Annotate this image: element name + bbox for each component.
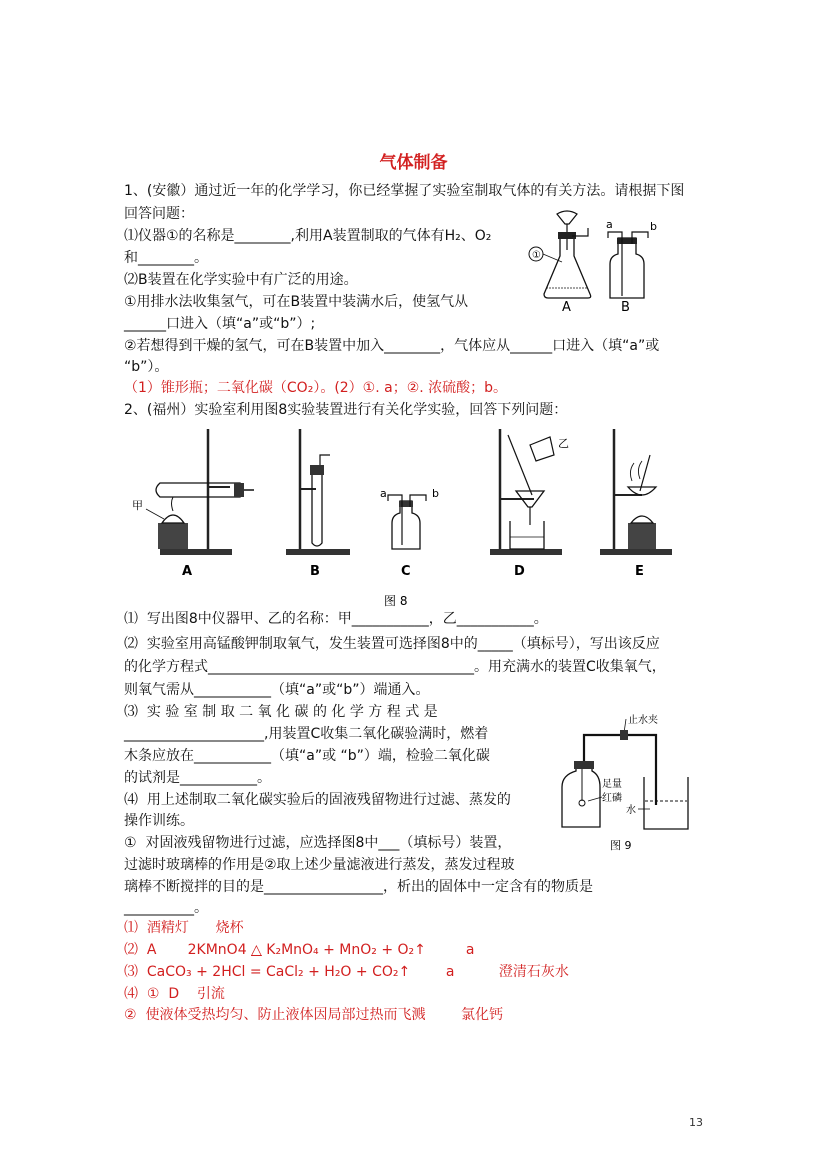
- fig8-label-jia: 甲: [132, 499, 143, 512]
- q2-answer-2-post: K₂MnO₄ + MnO₂ + O₂↑ a: [261, 942, 475, 958]
- figure-9: [548, 705, 698, 855]
- q1-fig-label-a: a: [606, 218, 613, 231]
- q2-p3d: 的试剂是___________。: [124, 770, 271, 786]
- q2-answer-1: ⑴ 酒精灯 烧杯: [124, 920, 244, 936]
- heat-triangle-icon: △: [251, 942, 262, 958]
- q1-line-7: ______口进入（填“a”或“b”）;: [124, 316, 316, 332]
- q1-fig-label-A: A: [562, 300, 571, 315]
- figure-8: [130, 425, 690, 615]
- q1-fig-label-1: ①: [532, 250, 541, 261]
- fig8-label-b: b: [432, 487, 439, 500]
- q1-line-3: ⑴仪器①的名称是________,利用A装置制取的气体有H₂、O₂: [124, 228, 492, 244]
- fig8-label-a: a: [380, 487, 387, 500]
- q2-p1: ⑴ 写出图8中仪器甲、乙的名称：甲___________，乙___________。: [124, 611, 548, 627]
- fig8-label-C: C: [401, 564, 411, 579]
- q2-answer-4: ⑷ ① D 引流: [124, 986, 225, 1002]
- fig9-label-phos1: 足量: [602, 779, 622, 790]
- page-number: 13: [689, 1116, 703, 1129]
- fig8-label-D: D: [514, 564, 525, 579]
- q2-p2b: 的化学方程式______________________________________。用充满水的装置C收集氧气，: [124, 659, 666, 675]
- apparatus-B: [286, 429, 350, 579]
- q1-line-1: 1、(安徽）通过近一年的化学学习，你已经掌握了实验室制取气体的有关方法。请根据下图: [124, 183, 685, 199]
- q2-p4e: 璃棒不断搅拌的目的是_________________，析出的固体中一定含有的物质是: [124, 879, 593, 895]
- fig8-label-E: E: [635, 564, 644, 579]
- q2-answer-3: ⑶ CaCO₃ + 2HCl = CaCl₂ + H₂O + CO₂↑ a 澄清石灰水: [124, 964, 569, 980]
- fig8-caption: 图 8: [384, 594, 408, 608]
- q2-p4f: __________。: [124, 900, 208, 916]
- apparatus-D: [490, 429, 569, 579]
- q2-line-1: 2、(福州）实验室利用图8实验装置进行有关化学实验，回答下列问题：: [124, 402, 568, 418]
- fig8-label-B: B: [310, 564, 320, 579]
- q2-p3a: ⑶ 实 验 室 制 取 二 氧 化 碳 的 化 学 方 程 式 是: [124, 704, 438, 720]
- q1-fig-label-b: b: [650, 220, 657, 233]
- q2-answer-5: ② 使液体受热均匀、防止液体因局部过热而飞溅 氯化钙: [124, 1007, 504, 1023]
- q2-p4b: 操作训练。: [124, 813, 194, 829]
- fig9-label-water: 水: [626, 805, 636, 816]
- q2-answer-2: [124, 940, 475, 960]
- apparatus-E: [600, 429, 672, 579]
- fig8-label-A: A: [182, 564, 193, 579]
- q1-line-6: ①用排水法收集氢气，可在B装置中装满水后，使氢气从: [124, 294, 469, 310]
- alcohol-lamp-icon: [162, 515, 184, 523]
- fig9-caption: 图 9: [610, 839, 632, 852]
- q1-line-9: “b”）。: [124, 359, 169, 375]
- evaporating-dish-icon: [628, 487, 656, 495]
- beaker-icon: [644, 777, 688, 829]
- fig9-label-phos2: 红磷: [602, 793, 622, 804]
- q2-p4c: ① 对固液残留物进行过滤，应选择图8中___（填标号）装置，: [124, 835, 512, 851]
- q1-figure: [522, 208, 662, 316]
- apparatus-A: [132, 429, 254, 579]
- page-title: 气体制备: [379, 153, 448, 173]
- q1-line-2: 回答问题：: [124, 206, 194, 222]
- q1-line-4: 和________。: [124, 250, 208, 266]
- q2-p4d: 过滤时玻璃棒的作用是②取上述少量滤液进行蒸发，蒸发过程玻: [124, 857, 515, 873]
- q1-answer: （1）锥形瓶；二氧化碳（CO₂）。(2）①. a；②. 浓硫酸；b。: [124, 380, 508, 396]
- q1-line-8: ②若想得到干燥的氢气，可在B装置中加入________，气体应从______口进入（填“a”或: [124, 338, 660, 354]
- q2-p3c: 木条应放在___________（填“a”或 “b”）端，检验二氧化碳: [124, 748, 490, 764]
- q1-line-5: ⑵B装置在化学实验中有广泛的用途。: [124, 272, 358, 288]
- fig9-label-clamp: 止水夹: [628, 715, 658, 726]
- apparatus-C: [380, 487, 439, 579]
- q2-p3b: ____________________,用装置C收集二氧化碳验满时，燃着: [124, 726, 489, 742]
- funnel-icon: [557, 211, 577, 224]
- gas-bottle-icon: [610, 238, 644, 298]
- q1-fig-label-B: B: [621, 300, 630, 315]
- q2-p2c: 则氧气需从___________（填“a”或“b”）端通入。: [124, 682, 430, 698]
- fig8-label-yi: 乙: [558, 437, 569, 450]
- q2-p4a: ⑷ 用上述制取二氧化碳实验后的固液残留物进行过滤、蒸发的: [124, 792, 511, 808]
- q2-answer-2-pre: ⑵ A 2KMnO4: [124, 942, 252, 958]
- q2-p2a: ⑵ 实验室用高锰酸钾制取氧气，发生装置可选择图8中的_____（填标号），写出该反应: [124, 636, 660, 652]
